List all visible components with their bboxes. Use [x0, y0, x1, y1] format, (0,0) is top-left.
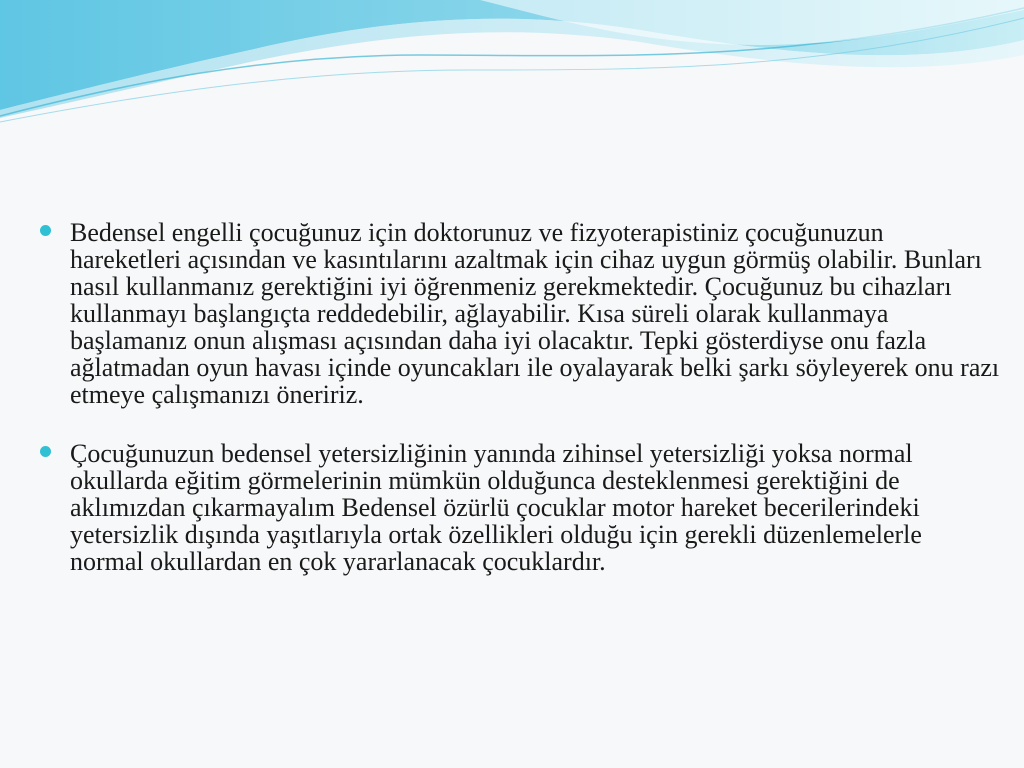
bullet-item-2 [40, 440, 1000, 575]
bullet-dot-icon [40, 446, 51, 457]
bullet-item-1 [40, 219, 1000, 408]
slide-content [40, 219, 1000, 607]
header-wave-decoration [0, 0, 1024, 130]
bullet-text-2: Çocuğunuzun bedensel yetersizliğinin yanında zihinsel yetersizliği yoksa normal okullarda eğitim görmelerinin mümkün olduğunca desteklenmesi gerektiğini de aklımızdan çıkarmayalım Bedensel özürlü çocuklar motor hareket becerilerindeki yetersizlik dışında yaşıtlarıyla ortak özellikleri olduğu için gerekli düzenlemelerle normal okullardan en çok yararlanacak çocuklardır. [70, 439, 922, 576]
bullet-text-1: Bedensel engelli çocuğunuz için doktorunuz ve fizyoterapistiniz çocuğunuzun hareketleri açısından ve kasıntılarını azaltmak için cihaz uygun görmüş olabilir. Bunları nasıl kullanmanız gerektiğini iyi öğrenmeniz gerekmektedir. Çocuğunuz bu cihazları kullanmayı başlangıçta reddedebilir, ağlayabilir. Kısa süreli olarak kullanmaya başlamanız onun alışması açısından daha iyi olacaktır. Tepki gösterdiyse onu fazla ağlatmadan oyun havası içinde oyuncakları ile oyalayarak belki şarkı söyleyerek onu razı etmeye çalışmanızı öneririz. [70, 218, 1000, 409]
bullet-dot-icon [40, 225, 51, 236]
